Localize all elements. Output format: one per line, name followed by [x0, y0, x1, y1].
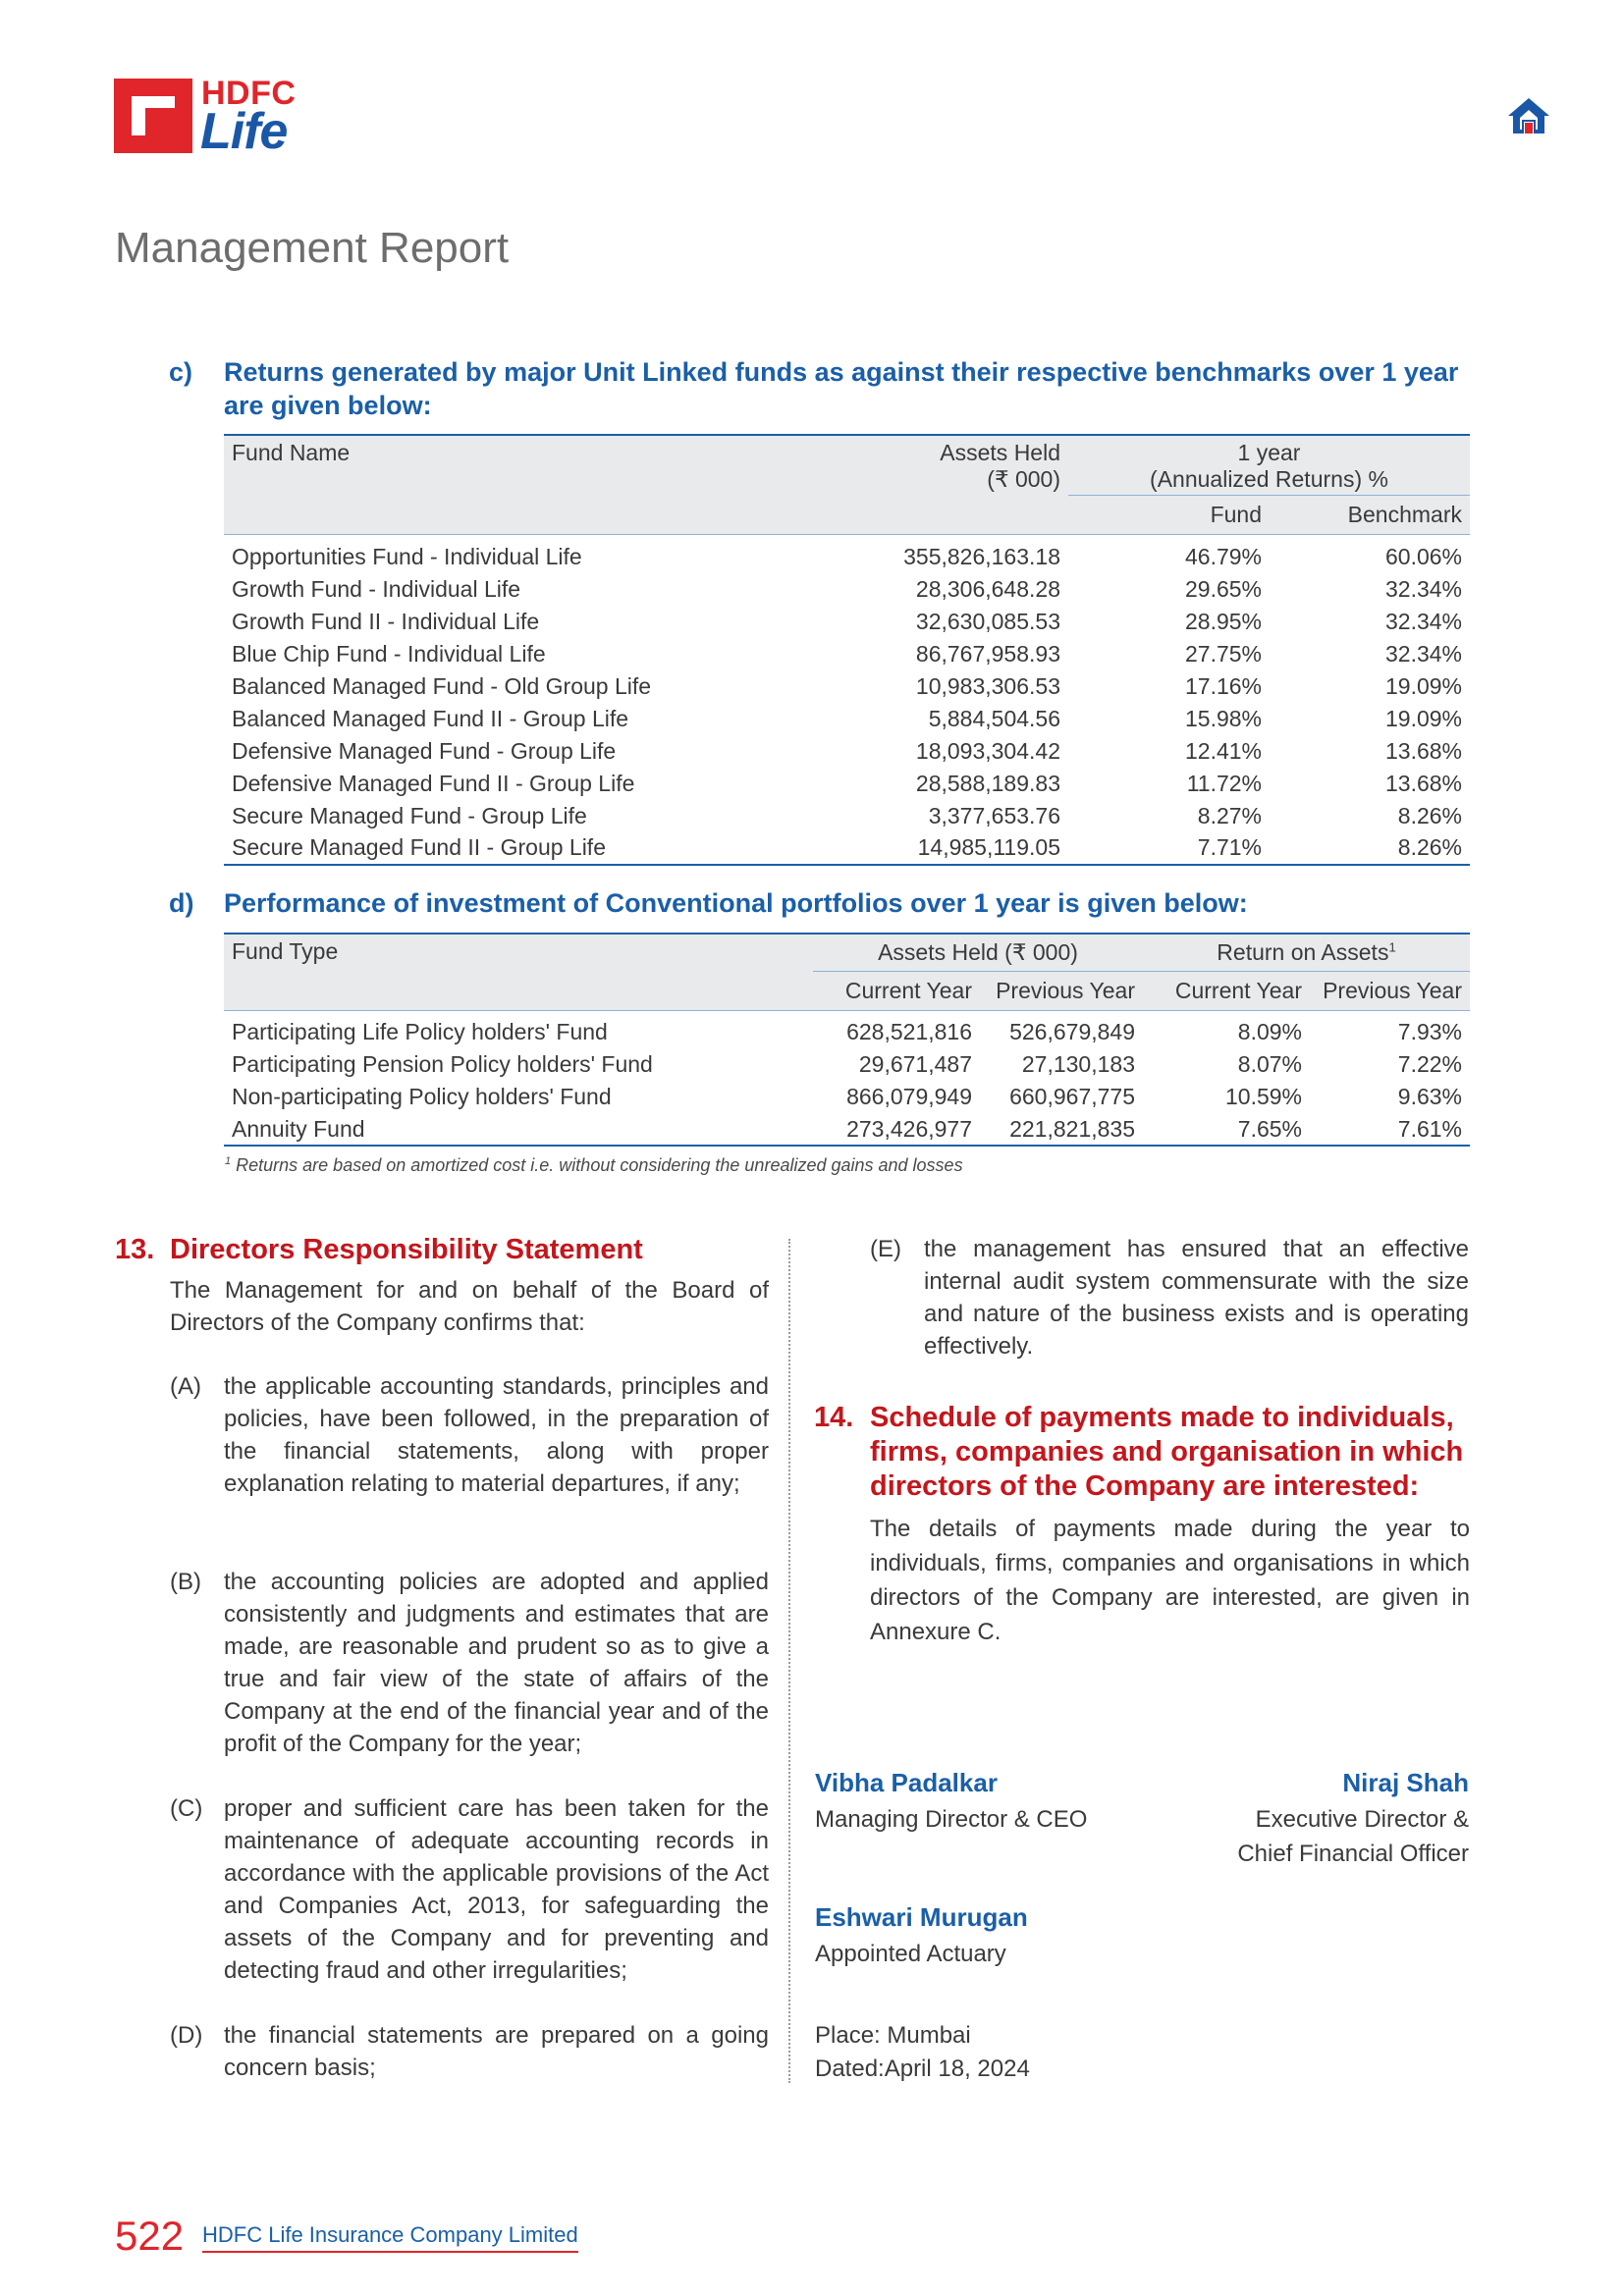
fund-return-cell: 28.95% — [1184, 608, 1262, 634]
fund-return-cell: 27.75% — [1184, 640, 1262, 667]
fund-return-cell: 15.98% — [1184, 705, 1262, 731]
header-return-on-assets — [1143, 934, 1470, 971]
section-d-heading: Performance of investment of Conventional portfolios over 1 year is given below: — [224, 888, 1248, 918]
logo-text-top: HDFC — [201, 75, 297, 112]
assets-previous-cell: 221,821,835 — [1009, 1115, 1135, 1142]
fund-type-cell: Non-participating Policy holders' Fund — [232, 1084, 612, 1109]
assets-current-cell: 273,426,977 — [846, 1115, 972, 1142]
header-roa-previous-year: Previous Year — [1310, 971, 1470, 1010]
item-c-label: (C) — [170, 1795, 203, 1822]
table-row — [224, 1048, 1470, 1081]
item-a-text: the applicable accounting standards, principles and policies, have been followed, in the preparation of the financial statements, along with proper explanation relating to material departures, if any; — [224, 1373, 769, 1497]
benchmark-return-cell: 32.34% — [1384, 608, 1462, 634]
header-fund-type: Fund Type — [224, 934, 813, 1010]
fund-name-cell: Opportunities Fund - Individual Life — [232, 543, 582, 569]
footnote-mark: 1 — [225, 1155, 232, 1167]
signatory-1-title: Managing Director & CEO — [815, 1806, 1088, 1833]
assets-current-cell: 628,521,816 — [846, 1019, 972, 1045]
table-row — [224, 735, 1470, 768]
assets-held-cell: 3,377,653.76 — [928, 802, 1060, 828]
roa-current-cell: 10.59% — [1224, 1084, 1302, 1109]
benchmark-return-cell: 13.68% — [1384, 737, 1462, 764]
assets-held-cell: 5,884,504.56 — [928, 705, 1060, 731]
conventional-portfolio-table — [224, 933, 1470, 1147]
roa-current-cell: 7.65% — [1237, 1115, 1302, 1142]
assets-held-cell: 28,306,648.28 — [915, 575, 1060, 602]
assets-held-cell: 32,630,085.53 — [915, 608, 1060, 634]
header-year-line2: (Annualized Returns) % — [1150, 466, 1388, 492]
header-fund: Fund — [1068, 496, 1270, 535]
fund-name-cell: Defensive Managed Fund II - Group Life — [232, 770, 635, 796]
roa-current-cell: 8.09% — [1237, 1019, 1302, 1045]
fund-type-cell: Participating Pension Policy holders' Fund — [232, 1051, 653, 1077]
header-assets-previous-year: Previous Year — [980, 971, 1143, 1010]
header-fund-name: Fund Name — [224, 435, 852, 535]
benchmark-return-cell: 8.26% — [1397, 802, 1462, 828]
assets-held-cell: 355,826,163.18 — [903, 543, 1060, 569]
signatory-3-name: Eshwari Murugan — [815, 1902, 1028, 1932]
signatory-2-title — [1237, 1802, 1469, 1871]
section-d-letter: d) — [169, 888, 194, 918]
benchmark-return-cell: 32.34% — [1384, 575, 1462, 602]
header-year-line1: 1 year — [1237, 440, 1301, 465]
fund-return-cell: 8.27% — [1197, 802, 1262, 828]
section-13-intro: The Management for and on behalf of the Board of Directors of the Company confirms that: — [170, 1277, 769, 1336]
benchmark-return-cell: 19.09% — [1384, 672, 1462, 699]
table-row — [224, 670, 1470, 703]
table-row — [224, 832, 1470, 865]
table-row — [224, 606, 1470, 638]
table-row — [224, 703, 1470, 735]
item-b-text: the accounting policies are adopted and applied consistently and judgments and estimates that are made, are reasonable and prudent so as to give a true and fair view of the state of affairs of the Company at the end of the financial year and of the profit of the Company for the year; — [224, 1569, 769, 1757]
assets-previous-cell: 660,967,775 — [1009, 1084, 1135, 1109]
fund-return-cell: 17.16% — [1184, 672, 1262, 699]
header-assets-line2: (₹ 000) — [987, 466, 1060, 492]
company-logo — [114, 75, 304, 160]
fund-name-cell: Balanced Managed Fund - Old Group Life — [232, 672, 652, 699]
header-return-label: Return on Assets — [1217, 938, 1389, 965]
assets-held-cell: 86,767,958.93 — [915, 640, 1060, 667]
roa-current-cell: 8.07% — [1237, 1051, 1302, 1077]
roa-previous-cell: 7.22% — [1397, 1051, 1462, 1077]
signatory-2-title-line2: Chief Financial Officer — [1237, 1841, 1469, 1867]
table-row — [224, 768, 1470, 800]
section-13-number: 13. — [115, 1234, 155, 1265]
item-a-label: (A) — [170, 1373, 201, 1400]
fund-name-cell: Growth Fund II - Individual Life — [232, 608, 540, 634]
section-14-text: The details of payments made during the year to individuals, firms, companies and organisations in which directors of the Company are interested, are given in Annexure C. — [870, 1516, 1470, 1645]
column-divider — [788, 1239, 790, 2083]
header-assets-line1: Assets Held — [940, 440, 1060, 465]
table-row — [224, 1010, 1470, 1048]
table-row — [224, 638, 1470, 670]
assets-current-cell: 866,079,949 — [846, 1084, 972, 1109]
signatory-2-title-line1: Executive Director & — [1255, 1806, 1469, 1833]
header-assets-current-year: Current Year — [813, 971, 980, 1010]
header-assets-held — [852, 435, 1068, 535]
section-14-heading: Schedule of payments made to individuals, firms, companies and organisation in which directors of the Company are interested: — [870, 1402, 1464, 1502]
section-c-letter: c) — [169, 357, 193, 387]
section-c-heading: Returns generated by major Unit Linked funds as against their respective benchmarks over 1 year are given below: — [224, 357, 1459, 420]
fund-return-cell: 7.71% — [1197, 834, 1262, 860]
assets-previous-cell: 526,679,849 — [1009, 1019, 1135, 1045]
assets-previous-cell: 27,130,183 — [1021, 1051, 1135, 1077]
assets-held-cell: 18,093,304.42 — [915, 737, 1060, 764]
benchmark-return-cell: 19.09% — [1384, 705, 1462, 731]
header-roa-current-year: Current Year — [1143, 971, 1310, 1010]
table-row — [224, 1113, 1470, 1146]
table-row — [224, 573, 1470, 606]
benchmark-return-cell: 8.26% — [1397, 834, 1462, 860]
benchmark-return-cell: 32.34% — [1384, 640, 1462, 667]
page-number: 522 — [115, 2213, 185, 2259]
footnote — [225, 1155, 963, 1176]
fund-name-cell: Growth Fund - Individual Life — [232, 575, 521, 602]
signatory-3-title: Appointed Actuary — [815, 1941, 1006, 1967]
fund-return-cell: 11.72% — [1186, 770, 1262, 796]
logo-mark-icon — [114, 79, 192, 153]
fund-name-cell: Secure Managed Fund II - Group Life — [232, 834, 606, 860]
benchmark-return-cell: 60.06% — [1384, 543, 1462, 569]
header-1-year — [1068, 435, 1470, 496]
fund-name-cell: Defensive Managed Fund - Group Life — [232, 737, 617, 764]
item-b-label: (B) — [170, 1569, 201, 1595]
roa-previous-cell: 7.61% — [1397, 1115, 1462, 1142]
fund-return-cell: 12.41% — [1184, 737, 1262, 764]
roa-previous-cell: 7.93% — [1397, 1019, 1462, 1045]
header-benchmark: Benchmark — [1270, 496, 1470, 535]
section-14-number: 14. — [814, 1402, 854, 1433]
fund-type-cell: Annuity Fund — [232, 1115, 365, 1142]
unit-linked-returns-table — [224, 434, 1470, 866]
fund-name-cell: Balanced Managed Fund II - Group Life — [232, 705, 629, 731]
page-title: Management Report — [115, 224, 510, 272]
footer-company-name: HDFC Life Insurance Company Limited — [202, 2222, 578, 2253]
dated: Dated:April 18, 2024 — [815, 2056, 1030, 2082]
section-13-heading: Directors Responsibility Statement — [170, 1234, 643, 1265]
logo-text-bottom: Life — [200, 103, 288, 160]
fund-return-cell: 46.79% — [1184, 543, 1262, 569]
signatory-1-name: Vibha Padalkar — [815, 1768, 998, 1797]
assets-current-cell: 29,671,487 — [858, 1051, 972, 1077]
header-return-sup: 1 — [1388, 939, 1396, 955]
item-e-text: the management has ensured that an effective internal audit system commensurate with the size and nature of the business exists and is operating effectively. — [924, 1236, 1469, 1360]
fund-name-cell: Blue Chip Fund - Individual Life — [232, 640, 546, 667]
assets-held-cell: 28,588,189.83 — [915, 770, 1060, 796]
roa-previous-cell: 9.63% — [1397, 1084, 1462, 1109]
assets-held-cell: 10,983,306.53 — [915, 672, 1060, 699]
item-c-text: proper and sufficient care has been taken for the maintenance of adequate accounting records in accordance with the applicable provisions of the Act and Companies Act, 2013, for safeguarding the assets of the Company and for preventing and detecting fraud and other irregularities; — [224, 1795, 769, 1984]
table-row — [224, 535, 1470, 573]
assets-held-cell: 14,985,119.05 — [917, 834, 1060, 860]
fund-type-cell: Participating Life Policy holders' Fund — [232, 1019, 608, 1045]
footnote-text: Returns are based on amortized cost i.e. without considering the unrealized gains and losses — [236, 1155, 963, 1175]
table-row — [224, 800, 1470, 832]
item-e-label: (E) — [870, 1236, 901, 1262]
benchmark-return-cell: 13.68% — [1384, 770, 1462, 796]
fund-name-cell: Secure Managed Fund - Group Life — [232, 802, 587, 828]
item-d-label: (D) — [170, 2022, 203, 2049]
signatory-2-name: Niraj Shah — [1342, 1768, 1469, 1797]
place: Place: Mumbai — [815, 2022, 971, 2049]
item-d-text: the financial statements are prepared on a going concern basis; — [224, 2022, 769, 2081]
header-assets-held-000: Assets Held (₹ 000) — [813, 934, 1143, 971]
fund-return-cell: 29.65% — [1184, 575, 1262, 602]
home-icon[interactable] — [1506, 96, 1551, 135]
table-row — [224, 1081, 1470, 1113]
